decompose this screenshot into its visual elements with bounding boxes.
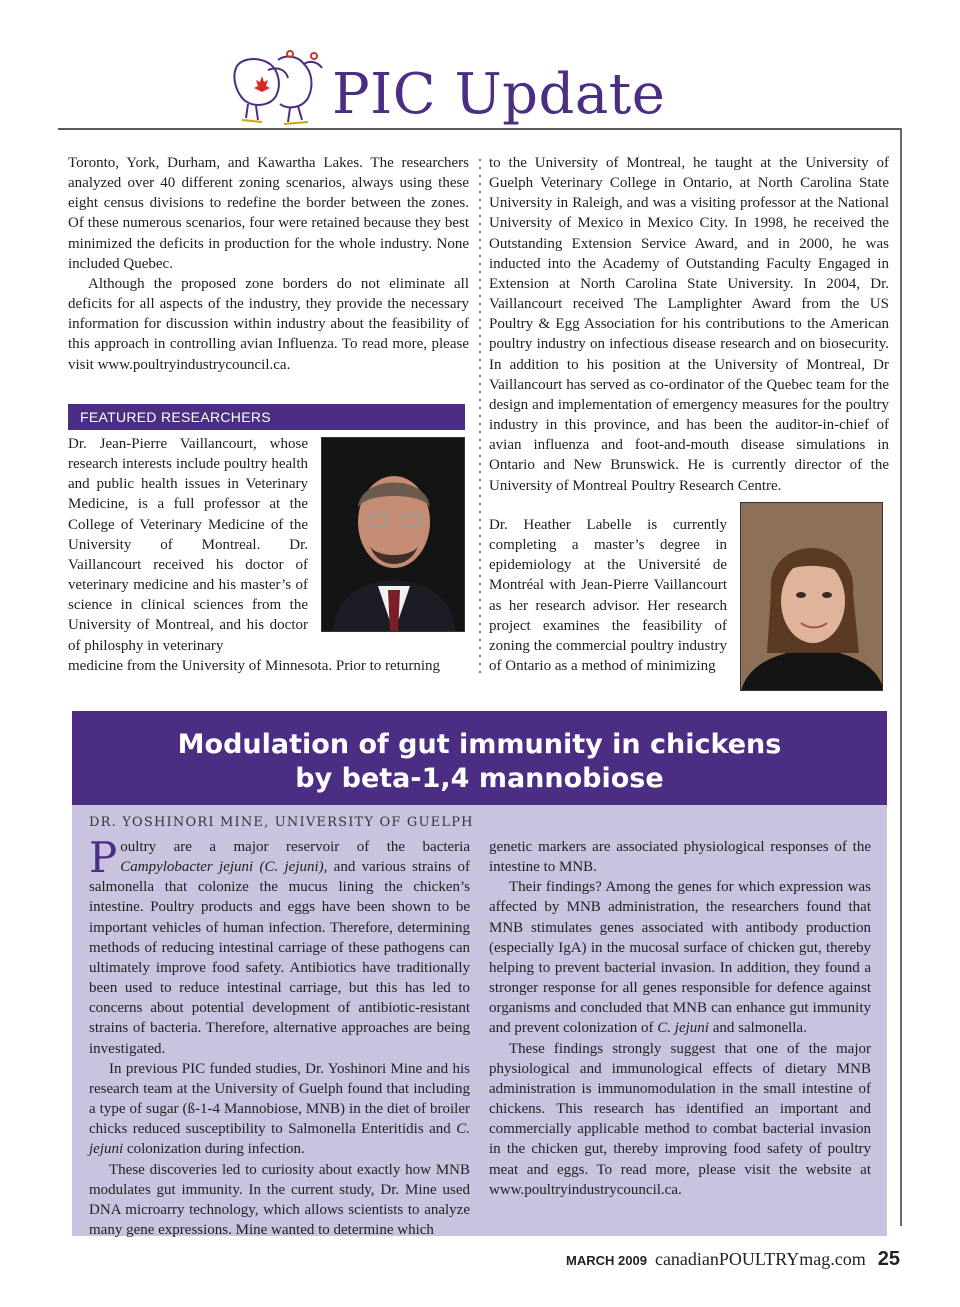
vaillancourt-bio-continuation: to the University of Montreal, he taught at the University of Guelph Veterinary College in Ontario, at North Carolina State University in Raleigh, and was a visiting professor at the National University of Mexico in Mexico City. In 1998, he received the Outstanding Extension Service Award, and in 2000, he was inducted into the Academy of Outstanding Faculty Engaged in Extension at North Carolina State University. In 2004, Dr. Vaillancourt received The Lamplighter Award from the US Poultry & Egg Association for his contributions to the American poultry industry on infectious disease research and on biosecurity. In addition to his position at the University of Montreal, Dr Vaillancourt has served as co-ordinator of the Quebec team for the design and implementation of emergency measures for the poultry industry in this province, and has been the auditor-in-chief of avian influenza and foot-and-mouth disease simulations in Ontario and New Brunswick. He is currently director of the University of Montreal Poultry Research Centre. <box>489 155 889 494</box>
article-p1-text-a: oultry are a major reservoir of the bacteria <box>120 839 470 855</box>
article-title-line-1: Modulation of gut immunity in chickens <box>177 729 782 760</box>
labelle-bio-text: Dr. Heather Labelle is currently completing a master’s degree in epidemiology at the Université de Montréal with Jean-Pierre Vaillancourt as her research advisor. Her research project examines the feasibility of zoning the commercial poultry industry of Ontario as a method of minimizing <box>489 517 727 675</box>
page-footer <box>566 1248 900 1271</box>
article-title <box>72 728 887 796</box>
article-title-line-2: by beta-1,4 mannobiose <box>295 763 664 794</box>
article-paragraph-2 <box>89 1059 470 1160</box>
article-paragraph-6: These findings strongly suggest that one of the major physiological and immunological effects of dietary MNB administration is immunomodulation in the small intestine of chickens. This research has identified an important and commercially applicable method to combat bacterial invasion in the chicken gut, thereby improving food safety of poultry meat and eggs. To read more, please visit the website at www.poultryindustrycouncil.ca. <box>489 1040 871 1198</box>
vaillancourt-bio-last-line <box>68 656 469 676</box>
vaillancourt-bio-last-text: medicine from the University of Minnesota. Prior to returning <box>68 658 441 674</box>
article-paragraph-5 <box>489 877 871 1038</box>
intro-paragraph-2: Although the proposed zone borders do not eliminate all deficits for all aspects of the industry, they provide the necessary information for discussion within industry about the feasibility of this approach in controlling avian Influenza. To read more, please visit www.poultryindustrycouncil.ca. <box>68 275 469 373</box>
article-p2-italic: C. jejuni <box>89 1121 470 1158</box>
labelle-bio <box>489 515 727 676</box>
vaillancourt-bio <box>68 434 308 656</box>
drop-cap: P <box>89 833 118 882</box>
article-paragraph-4: genetic markers are associated physiological responses of the intestine to MNB. <box>489 839 871 876</box>
right-margin-rule <box>900 128 902 1226</box>
magazine-website: canadianPOULTRYmag.com <box>654 1249 866 1269</box>
pic-logo <box>228 40 330 130</box>
article-column-right <box>489 837 871 1200</box>
article-p5-text-a: Their findings? Among the genes for which expression was affected by MNB administration, the researchers found that MNB stimulates genes associated with antibody production (especially IgA) in the mucosal surface of chicken gut, thereby helping to prevent bacterial invasion. In addition, they found a stronger response for all genes responsible for defence against organisms and concluded that MNB can enhance gut immunity and prevent colonization of <box>489 879 871 1037</box>
article-p1-italic: Campylobacter jejuni (C. jejuni) <box>120 859 324 876</box>
vaillancourt-portrait <box>321 437 465 632</box>
vaillancourt-bio-main: Dr. Jean-Pierre Vaillancourt, whose research interests include poultry health and public health issues in Veterinary Medicine, is a full professor at the College of Veterinary Medicine of the University of Montreal. Dr. Vaillancourt received his doctor of veterinary medicine and his master’s of science in clinical sciences from the University of Montreal, and his doctor of philosphy in veterinary <box>68 436 308 654</box>
vaillancourt-bio-continued <box>489 153 889 496</box>
page-number: 25 <box>877 1248 900 1270</box>
article-paragraph-3: These discoveries led to curiosity about exactly how MNB modulates gut immunity. In the current study, Dr. Mine used DNA microarry technology, which allows scientists to analyze many gene expressions. Mine wanted to determine which <box>89 1161 470 1238</box>
dotted-column-divider <box>478 156 482 678</box>
article-paragraph-1 <box>89 833 470 1059</box>
issue-date: MARCH 2009 <box>566 1253 647 1268</box>
intro-paragraph-1: Toronto, York, Durham, and Kawartha Lakes. The researchers analyzed over 40 different zoning scenarios, always using these eight census divisions to redefine the border between the zones. Of these numerous scenarios, four were retained because they best minimized the deficits in production for the whole industry. None included Quebec. <box>68 155 469 272</box>
labelle-portrait <box>740 502 883 691</box>
article-byline: DR. YOSHINORI MINE, UNIVERSITY OF GUELPH <box>89 815 474 830</box>
article-p5-text-b: and salmonella. <box>708 1020 807 1037</box>
article-p2-text-b: colonization during infection. <box>123 1141 305 1158</box>
article-p5-italic: C. jejuni <box>657 1020 709 1037</box>
chicken-maple-leaf-logo-icon <box>228 40 330 130</box>
article-p1-text-b: , and various strains of salmonella that colonize the mucus lining the chicken’s intestine. Poultry products and eggs have been shown to be important vehicles of human infection. Therefore, determining methods of reducing intestinal carriage of these pathogens can ultimately improve food safety. Antibiotics have traditionally been used to reduce intestinal carriage, but this has led to concerns about potential development of antibiotic-resistant strains of bacteria. Therefore, alternative approaches are being investigated. <box>89 859 470 1057</box>
intro-column <box>68 153 469 375</box>
header-rule <box>58 128 902 130</box>
page-section-title: PIC Update <box>332 62 666 127</box>
article-p2-text-a: In previous PIC funded studies, Dr. Yoshinori Mine and his research team at the University of Guelph found that including a type of sugar (ß-1-4 Mannobiose, MNB) in the diet of broiler chicks reduced susceptibility to Salmonella Enteritidis and <box>89 1060 470 1138</box>
article-column-left <box>89 833 470 1240</box>
featured-researchers-heading: FEATURED RESEARCHERS <box>68 404 465 430</box>
